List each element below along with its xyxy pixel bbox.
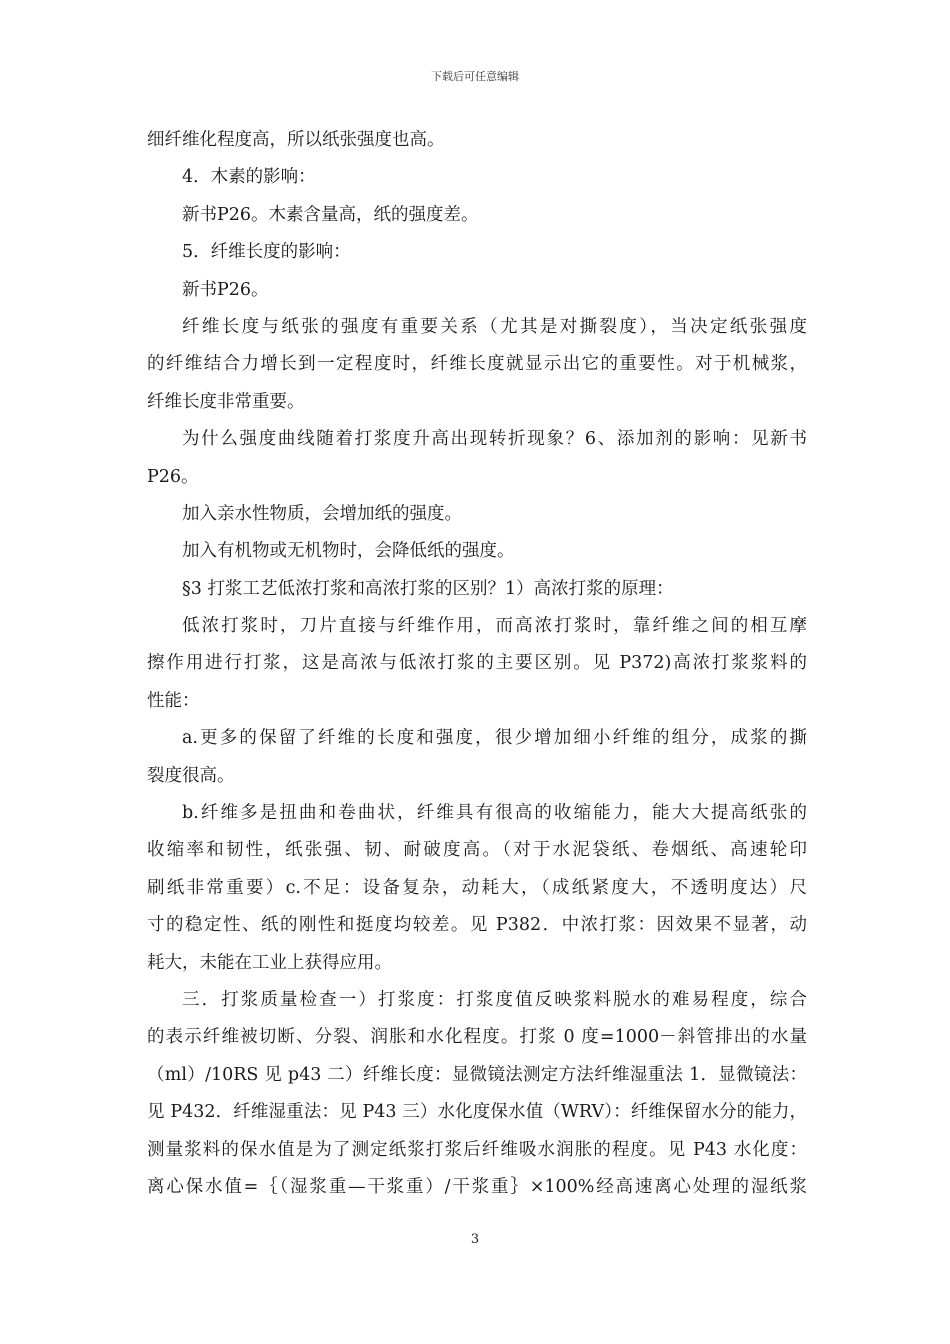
text-line: 新书P26。 bbox=[182, 279, 269, 300]
text-line: 三．打浆质量检查一）打浆度：打浆度值反映浆料脱水的难易程度，综合 bbox=[182, 989, 807, 1010]
text-line: （ml）/10RS 见 p43 二）纤维长度：显微镜法测定方法纤维湿重法 1．显微镜法： bbox=[147, 1064, 807, 1085]
text-line: 细纤维化程度高，所以纸张强度也高。 bbox=[147, 130, 445, 150]
text-line: 收缩率和韧性，纸张强、韧、耐破度高。（对于水泥袋纸、卷烟纸、高速轮印 bbox=[147, 840, 807, 861]
text-line: 耗大，未能在工业上获得应用。 bbox=[147, 952, 392, 973]
text-line: 4．木素的影响： bbox=[182, 167, 316, 188]
text-line: 性能： bbox=[147, 690, 200, 711]
text-line: 的纤维结合力增长到一定程度时，纤维长度就显示出它的重要性。对于机械浆， bbox=[147, 354, 807, 375]
text-line: a.更多的保留了纤维的长度和强度，很少增加细小纤维的组分，成浆的撕 bbox=[182, 728, 807, 749]
text-line: 的表示纤维被切断、分裂、润胀和水化程度。打浆 0 度=1000－斜管排出的水量 bbox=[147, 1027, 807, 1048]
page-header: 下载后可任意编辑 bbox=[431, 70, 519, 83]
text-line: 5．纤维长度的影响： bbox=[182, 242, 351, 263]
text-line: 测量浆料的保水值是为了测定纸浆打浆后纤维吸水润胀的程度。见 P43 水化度： bbox=[147, 1139, 807, 1160]
text-line: 低浓打浆时，刀片直接与纤维作用，而高浓打浆时，靠纤维之间的相互摩 bbox=[182, 616, 807, 637]
text-line: §3 打浆工艺低浓打浆和高浓打浆的区别？1）高浓打浆的原理： bbox=[182, 578, 674, 599]
text-line: 加入有机物或无机物时，会降低纸的强度。 bbox=[182, 541, 515, 562]
text-line: 擦作用进行打浆，这是高浓与低浓打浆的主要区别。见 P372)高浓打浆浆料的 bbox=[147, 653, 807, 674]
text-line: 为什么强度曲线随着打浆度升高出现转折现象？6、添加剂的影响：见新书 bbox=[182, 429, 807, 450]
text-line: P26。 bbox=[147, 466, 199, 487]
text-line: 新书P26。木素含量高，纸的强度差。 bbox=[182, 204, 479, 225]
text-line: b.纤维多是扭曲和卷曲状，纤维具有很高的收缩能力，能大大提高纸张的 bbox=[182, 803, 807, 824]
text-line: 见 P432．纤维湿重法：见 P43 三）水化度保水值（WRV）：纤维保留水分的能力， bbox=[147, 1102, 807, 1123]
document-body bbox=[147, 122, 807, 1206]
text-line: 裂度很高。 bbox=[147, 765, 235, 786]
text-line: 纤维长度与纸张的强度有重要关系（尤其是对撕裂度），当决定纸张强度 bbox=[182, 316, 807, 337]
text-line: 刷纸非常重要）c.不足：设备复杂，动耗大，（成纸紧度大，不透明度达）尺 bbox=[147, 877, 807, 898]
page-number: 3 bbox=[470, 1232, 480, 1247]
text-line: 离心保水值=｛（湿浆重—干浆重）/干浆重｝×100%经高速离心处理的湿纸浆 bbox=[147, 1176, 807, 1197]
text-line: 纤维长度非常重要。 bbox=[147, 391, 305, 412]
text-line: 加入亲水性物质，会增加纸的强度。 bbox=[182, 503, 462, 524]
text-line: 寸的稳定性、纸的刚性和挺度均较差。见 P382．中浓打浆：因效果不显著，动 bbox=[147, 915, 807, 936]
